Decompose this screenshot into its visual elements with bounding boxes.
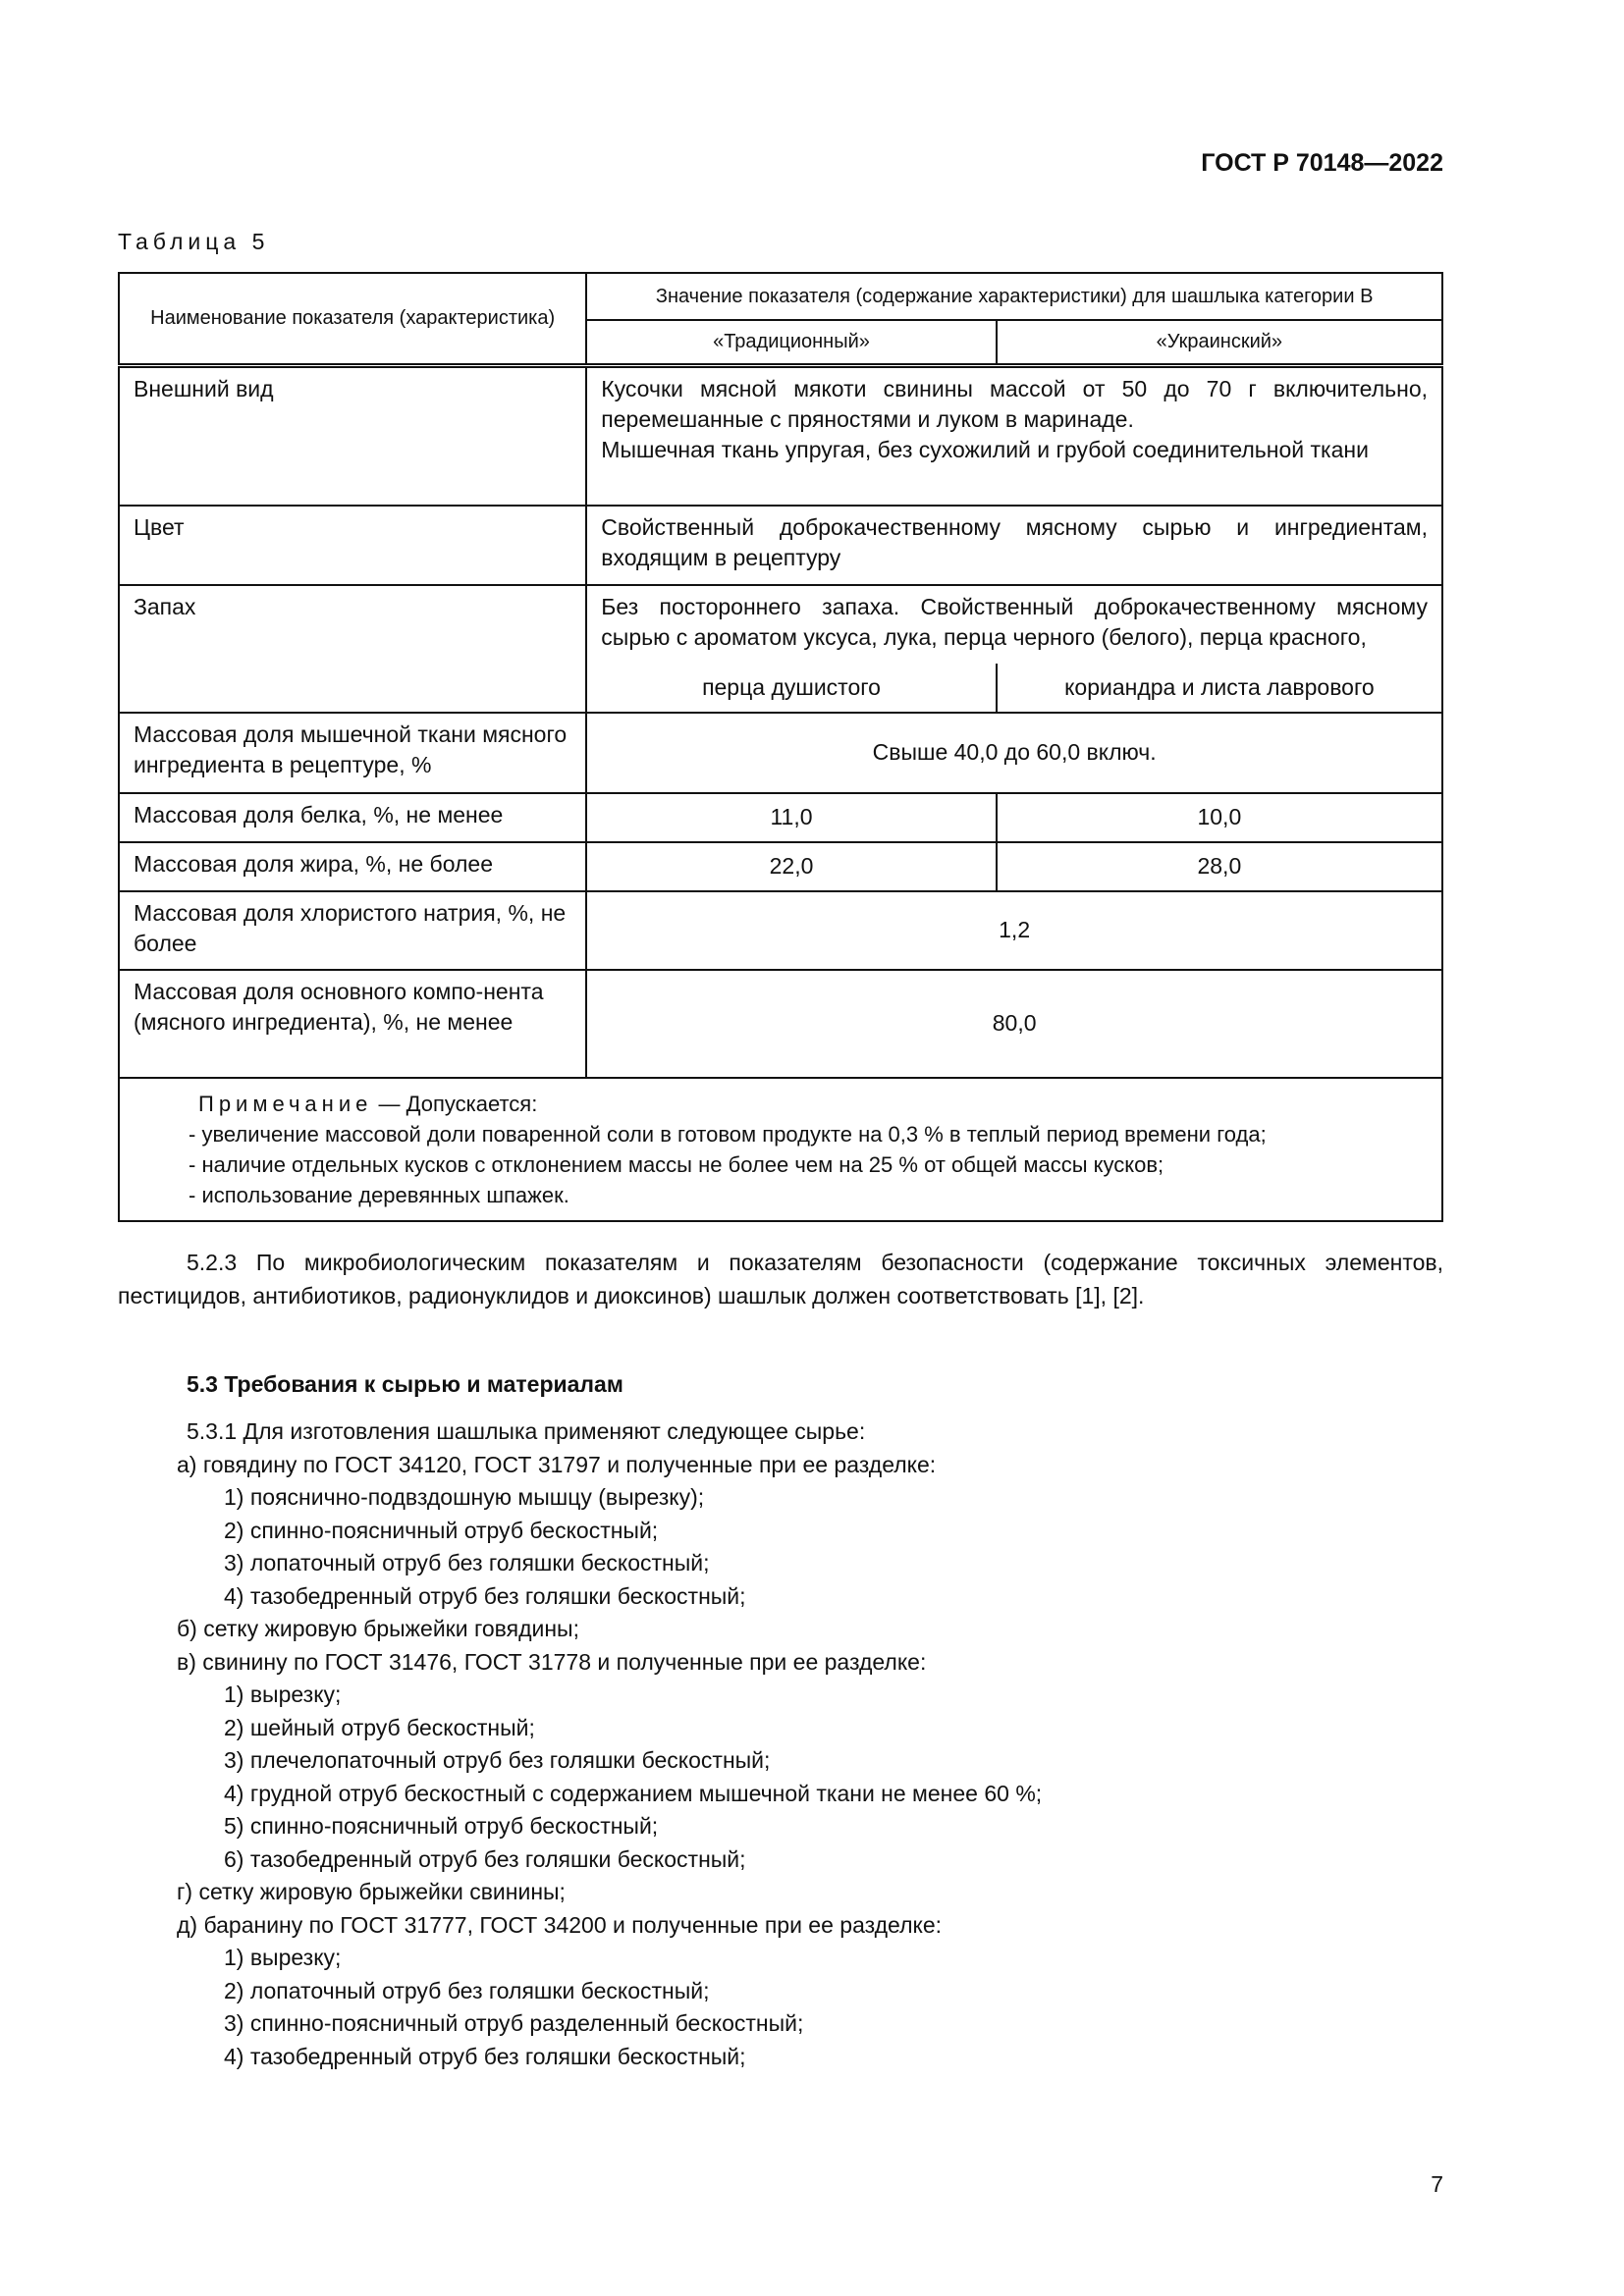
list-item: г) сетку жировую брыжейки свинины; — [177, 1879, 566, 1904]
value-header: Значение показателя (содержание характеристики) для шашлыка категории В — [586, 273, 1442, 320]
row-name: Массовая доля основного компо-нента (мясного ингредиента), %, не менее — [119, 970, 586, 1078]
table-row — [119, 506, 1442, 585]
row-value: 1,2 — [586, 891, 1442, 970]
row-value-traditional: 22,0 — [586, 842, 996, 891]
row-value: Свойственный доброкачественному мясному сырью и ингредиентам, входящим в рецептуру — [586, 506, 1442, 585]
list-item: 1) вырезку; — [224, 1682, 342, 1707]
table-row — [119, 793, 1442, 842]
list-item: 2) шейный отруб бескостный; — [224, 1714, 535, 1740]
row-name: Внешний вид — [119, 366, 586, 506]
row-name: Массовая доля мышечной ткани мясного ингредиента в рецептуре, % — [119, 713, 586, 793]
table-row — [119, 891, 1442, 970]
note-intro: — Допускается: — [378, 1091, 538, 1116]
row-value: Свыше 40,0 до 60,0 включ. — [586, 713, 1442, 793]
raw-materials-list — [177, 1415, 1512, 2073]
row-value-traditional: перца душистого — [586, 664, 996, 713]
note-label: Примечание — [198, 1091, 373, 1116]
list-item: 2) лопаточный отруб без голяшки бескостный; — [224, 1977, 710, 2003]
row-value-ukrainian: 10,0 — [997, 793, 1442, 842]
note-item: - увеличение массовой доли поваренной соли в готовом продукте на 0,3 % в теплый период времени года; — [189, 1121, 1267, 1147]
document-id: ГОСТ Р 70148—2022 — [1201, 149, 1443, 177]
list-item: д) баранину по ГОСТ 31777, ГОСТ 34200 и полученные при ее разделке: — [177, 1911, 943, 1938]
list-item: в) свинину по ГОСТ 31476, ГОСТ 31778 и полученные при ее разделке: — [177, 1648, 927, 1675]
table-note — [119, 1078, 1442, 1221]
table-row — [119, 585, 1442, 664]
row-value-traditional: 11,0 — [586, 793, 996, 842]
subheader-traditional: «Традиционный» — [586, 320, 996, 366]
page-number: 7 — [1431, 2171, 1443, 2197]
list-item: 2) спинно-поясничный отруб бескостный; — [224, 1517, 659, 1543]
row-value: Кусочки мясной мякоти свинины массой от 50 до 70 г включительно, перемешанные с пряностями и луком в маринаде. — [601, 376, 1428, 432]
note-item: - наличие отдельных кусков с отклонением массы не более чем на 25 % от общей массы кусков; — [189, 1151, 1164, 1177]
list-item: 5.3.1 Для изготовления шашлыка применяют следующее сырье: — [187, 1418, 866, 1444]
row-value: Мышечная ткань упругая, без сухожилий и грубой соединительной ткани — [601, 437, 1369, 462]
section-heading-5-3: 5.3 Требования к сырью и материалам — [187, 1371, 623, 1397]
list-item: 3) спинно-поясничный отруб разделенный бескостный; — [224, 2010, 804, 2036]
list-item: 4) тазобедренный отруб без голяшки бескостный; — [224, 2043, 746, 2069]
row-value: 80,0 — [586, 970, 1442, 1078]
list-item: 1) пояснично-подвздошную мышцу (вырезку); — [224, 1484, 705, 1510]
row-value-ukrainian: кориандра и листа лаврового — [997, 664, 1442, 713]
col-name-header: Наименование показателя (характеристика) — [119, 273, 586, 366]
list-item: 6) тазобедренный отруб без голяшки бескостный; — [224, 1845, 746, 1872]
row-name: Массовая доля белка, %, не менее — [119, 793, 586, 842]
list-item: а) говядину по ГОСТ 34120, ГОСТ 31797 и полученные при ее разделке: — [177, 1451, 937, 1477]
table-caption: Таблица 5 — [118, 229, 270, 254]
table-row — [119, 713, 1442, 793]
table-row — [119, 366, 1442, 506]
note-item: - использование деревянных шпажек. — [189, 1182, 569, 1207]
list-item: 3) лопаточный отруб без голяшки бескостный; — [224, 1550, 710, 1575]
row-name: Массовая доля хлористого натрия, %, не более — [119, 891, 586, 970]
row-name: Цвет — [119, 506, 586, 585]
list-item: 3) плечелопаточный отруб без голяшки бескостный; — [224, 1747, 771, 1773]
table-row — [119, 842, 1442, 891]
indicators-table — [118, 272, 1443, 1222]
list-item: 4) грудной отруб бескостный с содержанием мышечной ткани не менее 60 %; — [224, 1780, 1043, 1806]
list-item: 4) тазобедренный отруб без голяшки бескостный; — [224, 1582, 746, 1609]
row-name: Запах — [119, 585, 586, 713]
subheader-ukrainian: «Украинский» — [997, 320, 1442, 366]
paragraph-5-2-3: 5.2.3 По микробиологическим показателям и показателям безопасности (содержание токсичных элементов, пестицидов, антибиотиков, радионуклидов и диоксинов) шашлык должен соответствовать [1], [2]. — [118, 1250, 1443, 1308]
row-name: Массовая доля жира, %, не более — [119, 842, 586, 891]
table-row — [119, 970, 1442, 1078]
list-item: 5) спинно-поясничный отруб бескостный; — [224, 1813, 659, 1839]
row-value: Без постороннего запаха. Свойственный доброкачественному мясному сырью с ароматом уксуса, лука, перца черного (белого), перца красного, — [586, 585, 1442, 664]
list-item: 1) вырезку; — [224, 1945, 342, 1970]
list-item: б) сетку жировую брыжейки говядины; — [177, 1616, 579, 1641]
row-value-ukrainian: 28,0 — [997, 842, 1442, 891]
